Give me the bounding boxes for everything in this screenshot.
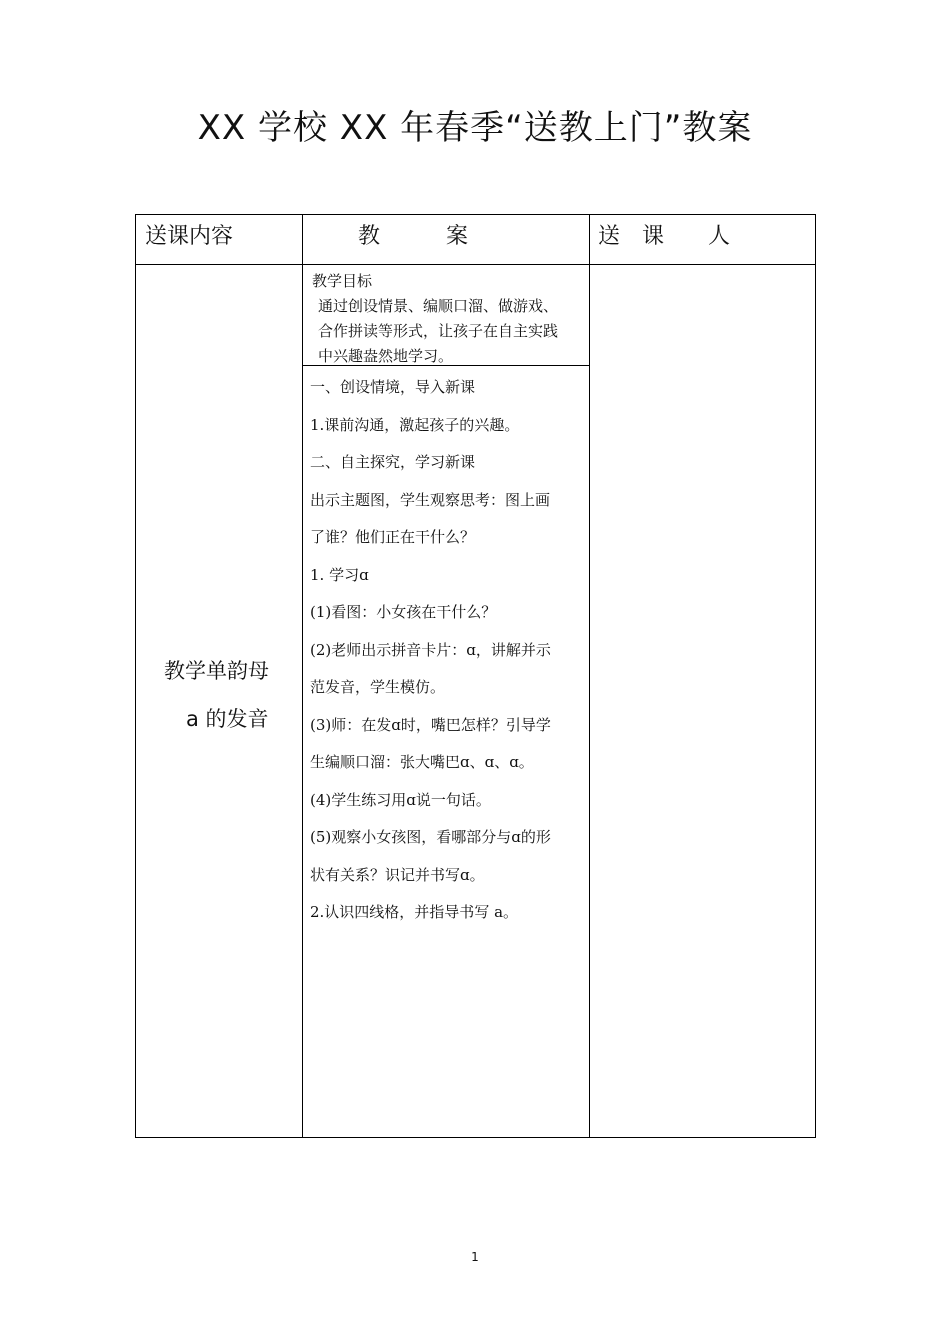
step-line: 1. 学习ɑ [310,565,369,584]
header-content: 送课内容 [145,224,234,249]
teaching-steps [310,369,592,932]
lesson-topic-line-1: 教学单韵母 [164,659,269,683]
page-number: 1 [471,1250,479,1264]
step-line: (3)师：在发ɑ时，嘴巴怎样？引导学 [310,715,551,734]
step-line: 生编顺口溜：张大嘴巴ɑ、ɑ、ɑ。 [310,753,534,771]
objective-line: 中兴趣盎然地学习。 [318,347,454,365]
step-line: (2)老师出示拼音卡片：ɑ，讲解并示 [310,640,551,659]
objective-line: 通过创设情景、编顺口溜、做游戏、 [318,297,559,315]
header-plan: 教 案 [358,224,469,249]
step-line: 了谁？他们正在干什么？ [310,528,476,546]
step-line: (1)看图：小女孩在干什么？ [310,603,497,621]
step-line: (5)观察小女孩图，看哪部分与ɑ的形 [310,828,551,846]
step-line: 状有关系？识记并书写ɑ。 [310,865,485,884]
objectives-heading: 教学目标 [312,272,373,290]
step-line: 一、创设情境，导入新课 [310,378,476,396]
step-line: 范发音，学生模仿。 [310,678,446,696]
column-divider-1 [302,215,303,1137]
lesson-topic [164,647,269,743]
step-line: (4)学生练习用ɑ说一句话。 [310,790,491,809]
objective-line: 合作拼读等形式，让孩子在自主实践 [318,322,559,340]
step-line: 1.课前沟通，激起孩子的兴趣。 [310,415,520,434]
header-teacher: 送 课 人 [598,224,731,249]
document-title: XX 学校 XX 年春季“送教上门”教案 [197,108,753,148]
lesson-plan-table [135,214,816,1138]
step-line: 出示主题图，学生观察思考：图上画 [310,490,551,509]
lesson-topic-line-2: a 的发音 [186,707,269,731]
step-line: 二、自主探究，学习新课 [310,453,476,471]
teaching-objectives [312,269,588,369]
step-line: 2.认识四线格，并指导书写 a。 [310,903,519,921]
